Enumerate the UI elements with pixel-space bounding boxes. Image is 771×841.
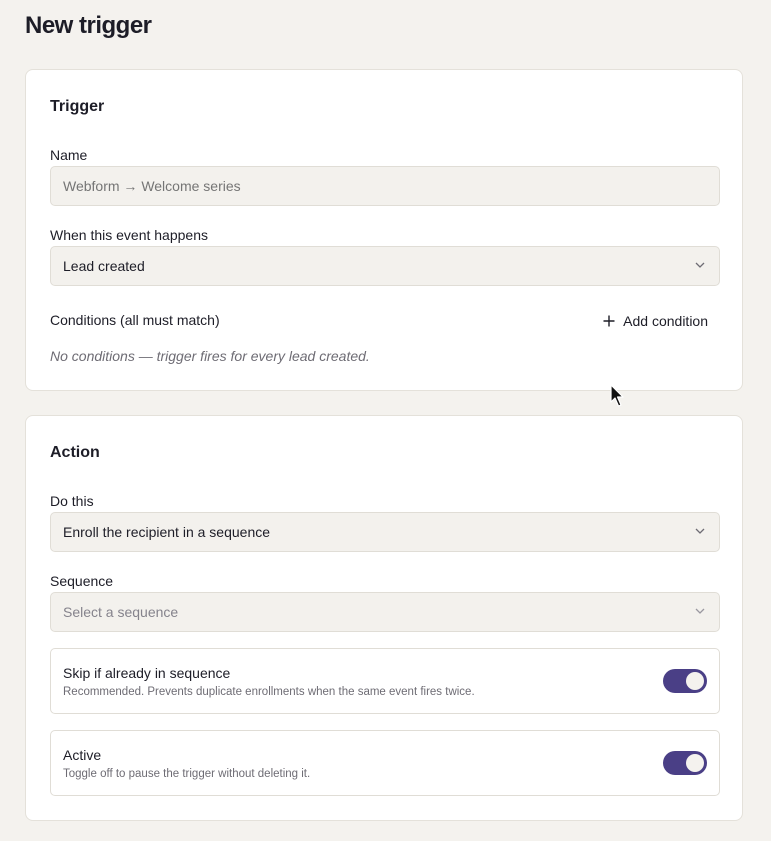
add-condition-button[interactable] bbox=[603, 310, 708, 332]
trigger-card bbox=[25, 69, 743, 391]
chevron-down-icon bbox=[695, 527, 705, 535]
action-select[interactable] bbox=[50, 512, 720, 552]
event-select-value: Lead created bbox=[63, 258, 145, 274]
skip-toggle-description: Recommended. Prevents duplicate enrollments when the same event fires twice. bbox=[63, 686, 475, 698]
event-label: When this event happens bbox=[50, 227, 208, 243]
skip-toggle-switch[interactable] bbox=[663, 669, 707, 693]
skip-toggle-title: Skip if already in sequence bbox=[63, 665, 231, 681]
active-toggle-description: Toggle off to pause the trigger without deleting it. bbox=[63, 768, 311, 780]
conditions-empty-note: No conditions — trigger fires for every lead created. bbox=[50, 348, 370, 364]
name-label: Name bbox=[50, 147, 88, 163]
active-row bbox=[50, 730, 720, 796]
sequence-label: Sequence bbox=[50, 573, 114, 589]
page-title: New trigger bbox=[25, 12, 152, 39]
action-select-value: Enroll the recipient in a sequence bbox=[63, 524, 271, 540]
name-input[interactable] bbox=[50, 166, 720, 206]
sequence-select-placeholder: Select a sequence bbox=[63, 604, 179, 620]
active-toggle-title: Active bbox=[63, 747, 102, 763]
action-card-title: Action bbox=[50, 444, 100, 461]
chevron-down-icon bbox=[695, 261, 705, 269]
active-toggle-switch[interactable] bbox=[663, 751, 707, 775]
chevron-down-icon bbox=[695, 607, 705, 615]
sequence-select[interactable] bbox=[50, 592, 720, 632]
event-select[interactable] bbox=[50, 246, 720, 286]
action-card bbox=[25, 415, 743, 821]
add-condition-label: Add condition bbox=[623, 313, 708, 329]
skip-if-enrolled-row bbox=[50, 648, 720, 714]
toggle-knob bbox=[686, 754, 704, 772]
do-this-label: Do this bbox=[50, 493, 94, 509]
mouse-cursor-icon bbox=[610, 384, 626, 408]
plus-icon bbox=[603, 315, 615, 327]
conditions-label: Conditions (all must match) bbox=[50, 312, 220, 328]
toggle-knob bbox=[686, 672, 704, 690]
trigger-card-title: Trigger bbox=[50, 98, 105, 115]
